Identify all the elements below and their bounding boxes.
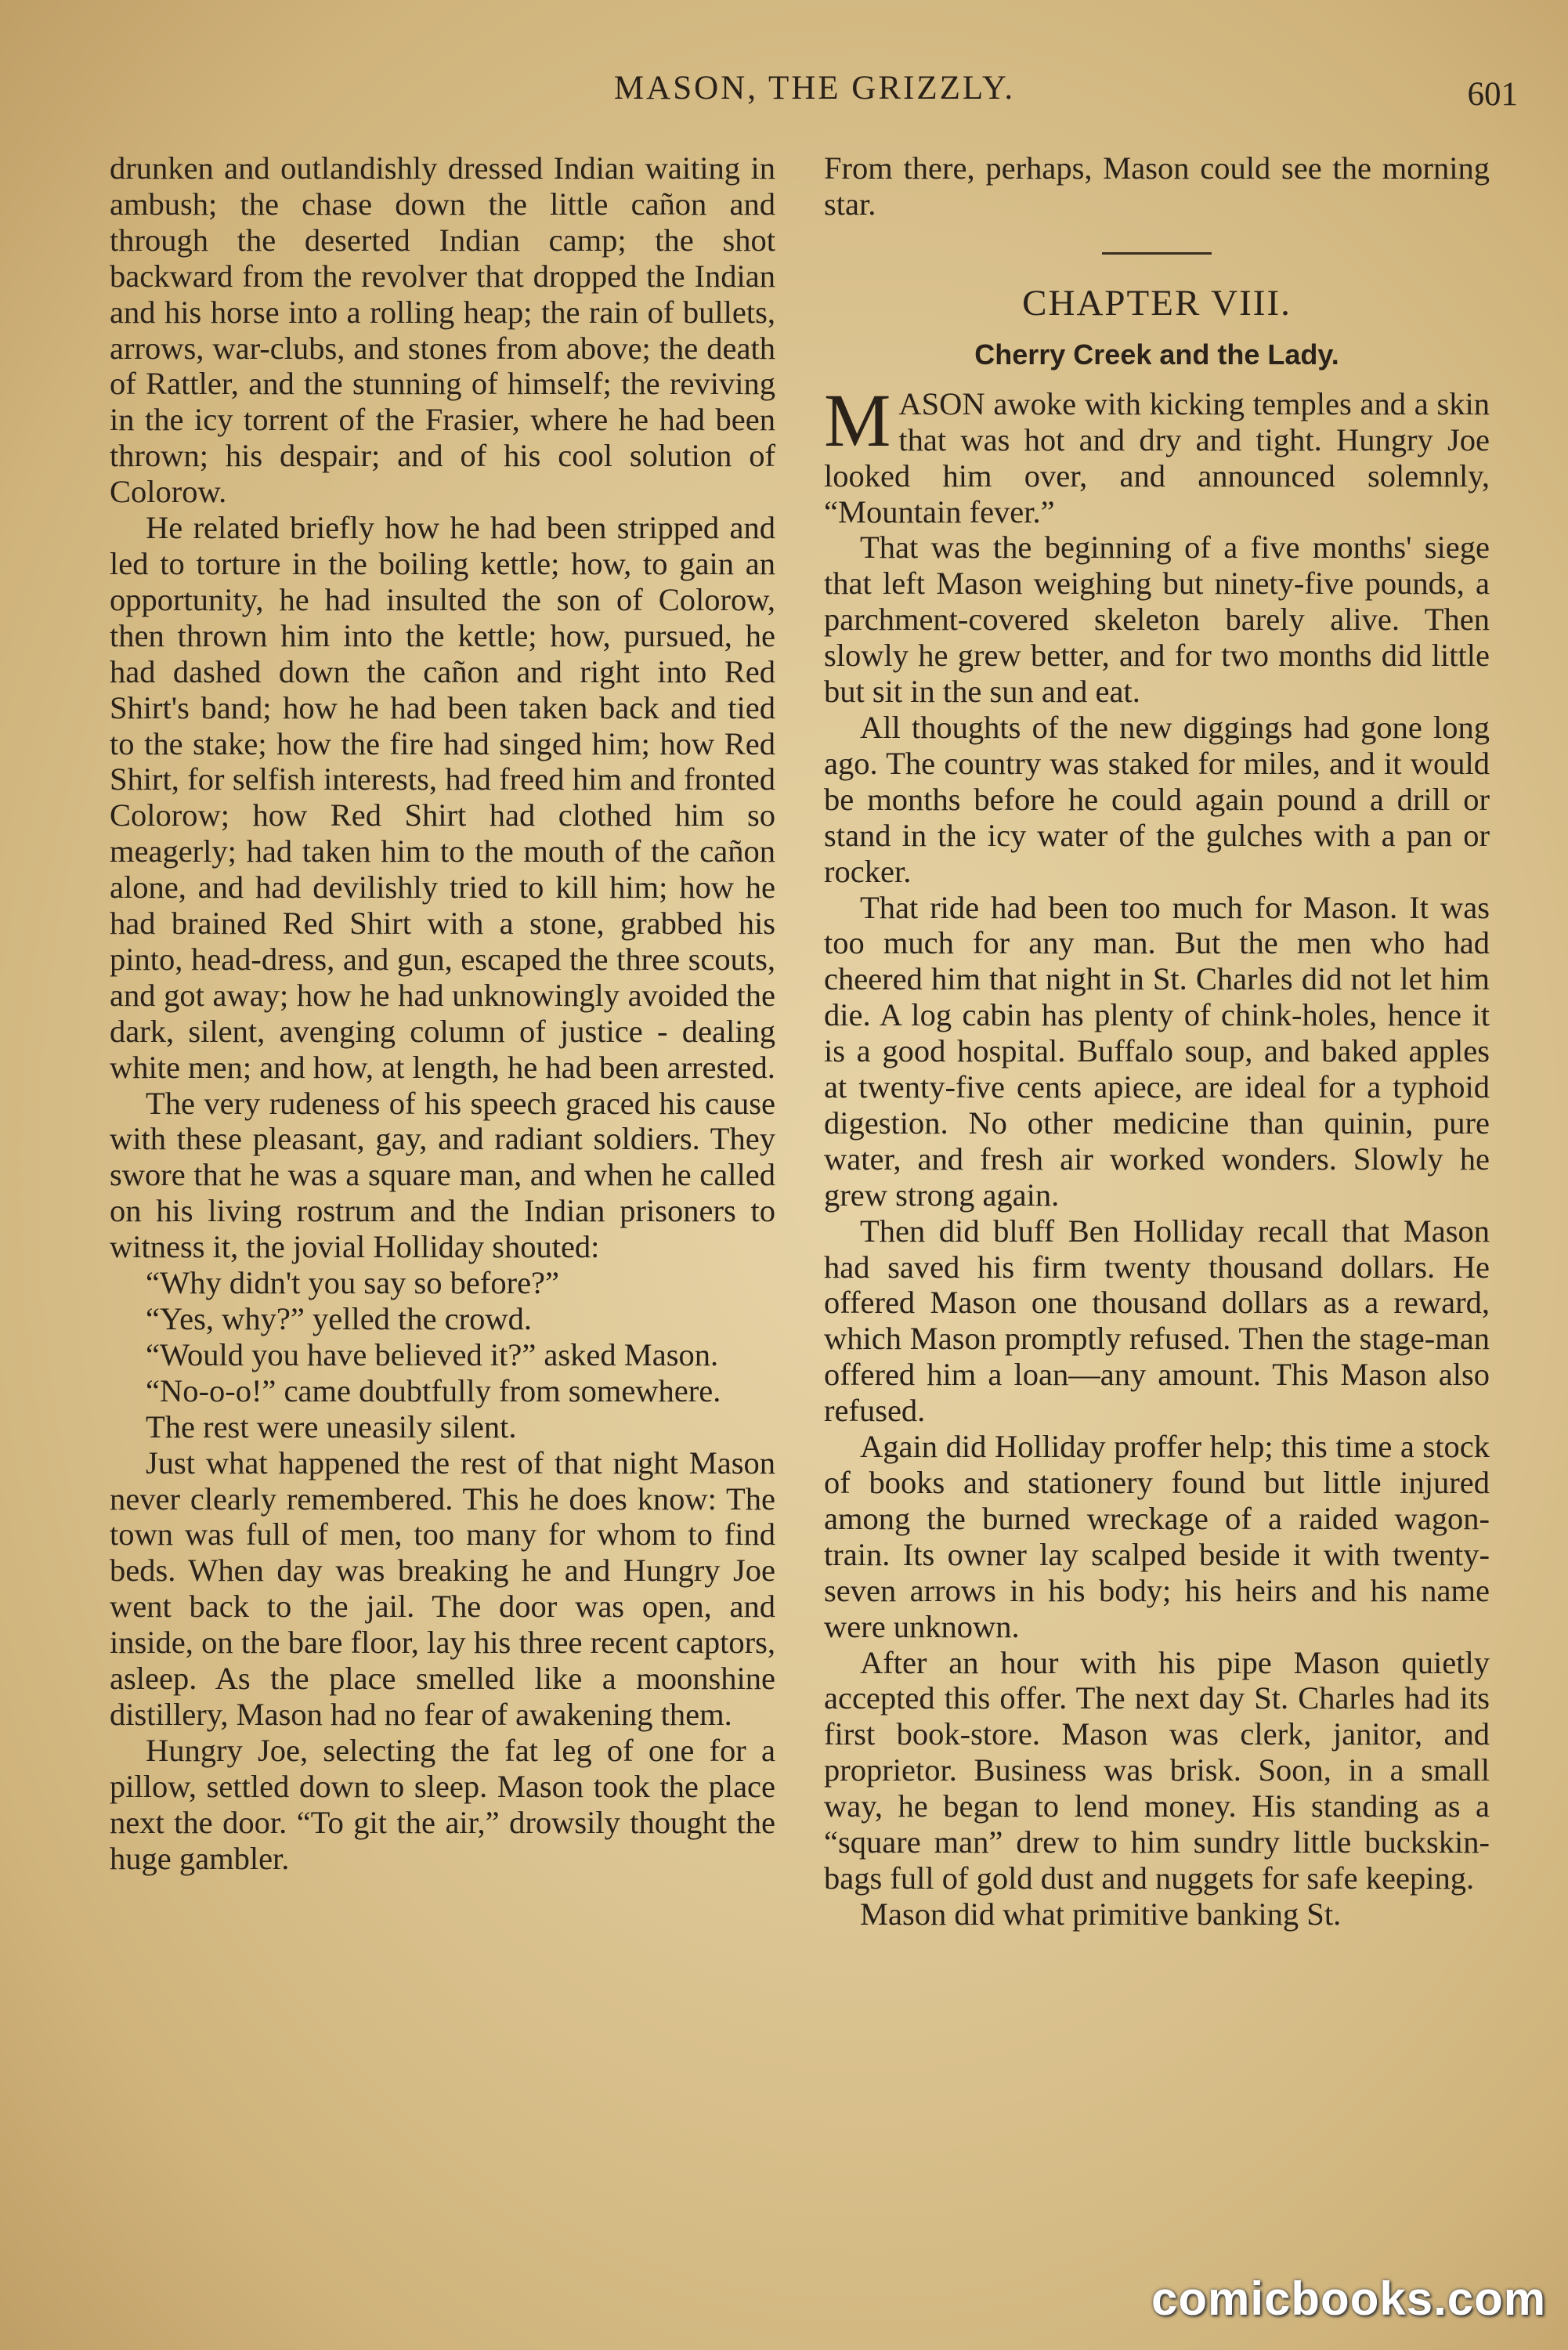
chapter-title: CHAPTER VIII. — [1022, 282, 1292, 324]
dialogue-line: “No-o-o!” came doubtfully from somewhere. — [146, 1372, 721, 1408]
paragraph: Then did bluff Ben Holliday recall that Mason had saved his firm twenty thousand dollars. He offered Mason one thousand dollars as a reward, which Mason promptly refused. Then the stage-man offered him a loan—any amount. This Mason also refused. — [824, 1213, 1490, 1429]
watermark: comicbooks.com — [1151, 2272, 1547, 2325]
section-divider — [1102, 252, 1212, 255]
chapter-first-paragraph — [824, 378, 1490, 530]
drop-cap: M — [824, 378, 891, 462]
dialogue-line: “Would you have believed it?” asked Mason. — [146, 1336, 719, 1372]
paragraph: From there, perhaps, Mason could see the morning star. — [824, 150, 1490, 222]
paragraph: The rest were uneasily silent. — [146, 1408, 517, 1444]
paragraph: drunken and outlandishly dressed Indian waiting in ambush; the chase down the little cañon and through the deserted Indian camp; the shot backward from the revolver that dropped the Indian and his horse into a rolling heap; the rain of bullets, arrows, war-clubs, and stones from above; the death of Rattler, and the stunning of himself; the reviving in the icy torrent of the Frasier, where he had been thrown; his despair; and of his cool solution of Colorow. — [110, 150, 775, 510]
page-number: 601 — [1467, 76, 1518, 113]
left-column — [110, 150, 775, 1877]
paragraph: Just what happened the rest of that night Mason never clearly remembered. This he does know: The town was full of men, too many for whom to find beds. When day was breaking he and Hungry Joe went back to the jail. The door was open, and inside, on the bare floor, lay his three recent captors, asleep. As the place smelled like a moonshine distillery, Mason had no fear of awakening them. — [110, 1444, 775, 1732]
paragraph: Mason did what primitive banking St. — [860, 1896, 1342, 1932]
paragraph: All thoughts of the new diggings had gone long ago. The country was staked for miles, and it would be months before he could again pound a drill or stand in the icy water of the gulches with a pan or rocker. — [824, 709, 1490, 889]
paragraph: That ride had been too much for Mason. It was too much for any man. But the men who had cheered him that night in St. Charles did not let him die. A log cabin has plenty of chink-holes, hence it is a good hospital. Buffalo soup, and baked apples at twenty-five cents apiece, are ideal for a typhoid digestion. No other medicine than quinin, pure water, and fresh air worked wonders. Slowly he grew strong again. — [824, 889, 1490, 1213]
dialogue-line: “Why didn't you say so before?” — [146, 1265, 560, 1301]
first-paragraph-text: ASON awoke with kicking temples and a skin that was hot and dry and tight. Hungry Joe looked him over, and announced solemnly, “Mountain fever.” — [824, 385, 1490, 530]
running-title: MASON, THE GRIZZLY. — [613, 70, 1016, 107]
dialogue-line: “Yes, why?” yelled the crowd. — [146, 1301, 533, 1336]
paragraph: The very rudeness of his speech graced his cause with these pleasant, gay, and radiant soldiers. They swore that he was a square man, and when he called on his living rostrum and the Indian prisoners to witness it, the jovial Holliday shouted: — [110, 1085, 775, 1265]
paragraph: Again did Holliday proffer help; this time a stock of books and stationery found but little injured among the burned wreckage of a raided wagon-train. Its owner lay scalped beside it with twenty-seven arrows in his body; his heirs and his name were unknown. — [824, 1429, 1490, 1644]
paragraph: He related briefly how he had been stripped and led to torture in the boiling kettle; how, to gain an opportunity, he had insulted the son of Colorow, then thrown him into the kettle; how, pursued, he had dashed down the cañon and right into Red Shirt's band; how he had been taken back and tied to the stake; how the fire had singed him; how Red Shirt, for selfish interests, had freed him and fronted Colorow; how Red Shirt had clothed him so meagerly; had taken him to the mouth of the cañon alone, and had devilishly tried to kill him; how he had brained Red Shirt with a stone, grabbed his pinto, head-dress, and gun, escaped the three scouts, and got away; how he had unknowingly avoided the dark, silent, avenging column of justice - dealing white men; and how, at length, he had been arrested. — [110, 510, 775, 1085]
chapter-subtitle: Cherry Creek and the Lady. — [974, 338, 1339, 371]
right-column — [824, 150, 1490, 1932]
paragraph: After an hour with his pipe Mason quietly accepted this offer. The next day St. Charles had its first book-store. Mason was clerk, janitor, and proprietor. Business was brisk. Soon, in a small way, he began to lend money. His standing as a “square man” drew to him sundry little buckskin-bags full of gold dust and nuggets for safe keeping. — [824, 1644, 1490, 1896]
paragraph: That was the beginning of a five months' siege that left Mason weighing but ninety-five pounds, a parchment-covered skeleton barely alive. Then slowly he grew better, and for two months did little but sit in the sun and eat. — [824, 530, 1490, 710]
paragraph: Hungry Joe, selecting the fat leg of one for a pillow, settled down to sleep. Mason took the place next the door. “To git the air,” drowsily thought the huge gambler. — [110, 1732, 775, 1876]
